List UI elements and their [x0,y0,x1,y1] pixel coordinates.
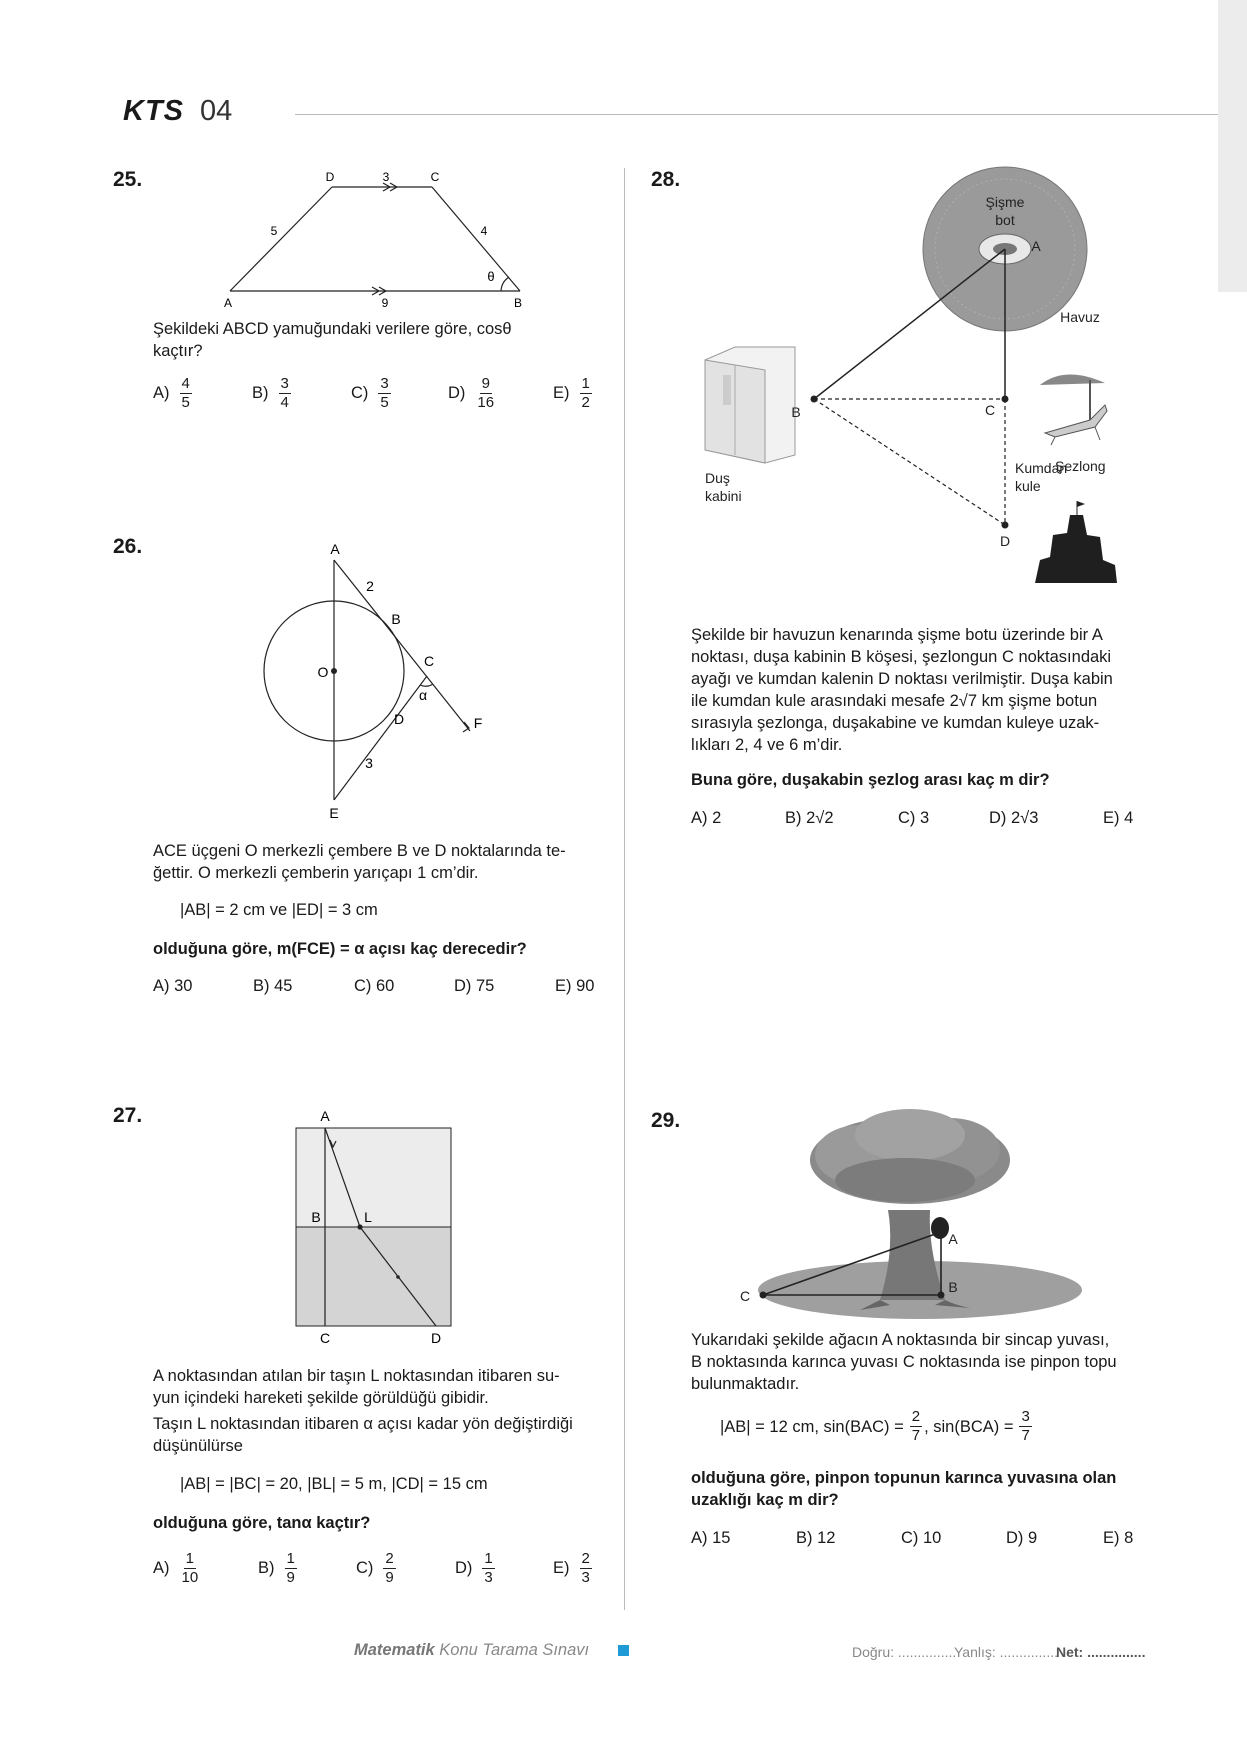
q27-text: A noktasından atılan bir taşın L noktasından itibaren su- yun içindeki hareketi şekilde görüldüğü gibidir. [153,1367,560,1407]
option-c[interactable]: C) $\frac{2}{9}$ [356,1550,394,1586]
q28-text: Şekilde bir havuzun kenarında şişme botu üzerinde bir A noktası, duşa kabinin B köşesi, şezlongun C noktasındaki ayağı ve kumdan kalenin D noktası verilmiştir. Duşa kabin ile kumdan kule arasındaki mesafe 2√7 km şişme botun sırasıyla şezlonga, duşakabine ve kumdan kuleye uzak- lıkları 2, 4 ve 6 m’dir. [691,626,1113,754]
q29-text: Yukarıdaki şekilde ağacın A noktasında bir sincap yuvası, B noktasında karınca yuvası C noktasında ise pinpon topu bulunmaktadır. [691,1331,1117,1393]
option-b[interactable]: B) $\frac{3}{4}$ [252,375,289,411]
option-a[interactable]: A) 15 [691,1529,731,1547]
point-a: A [1031,238,1041,254]
vertex-e: E [329,805,339,821]
option-e[interactable]: E) 4 [1103,809,1134,827]
footer-accent-square [618,1645,629,1656]
option-b[interactable]: B) 2√2 [785,809,834,827]
footer-yanlis: Yanlış: ............... [954,1644,1058,1660]
center-o: O [317,664,329,680]
footer-dogru: Doğru: ............... [852,1644,957,1660]
sand-castle-icon [1035,501,1117,583]
q28-question: Buna göre, duşakabin şezlog arası kaç m dir? [691,771,1050,789]
label-sezlong: Şezlong [1055,458,1106,474]
q27-given: |AB| = |BC| = 20, |BL| = 5 m, |CD| = 15 cm [180,1475,488,1493]
point-b: B [948,1279,958,1295]
option-a[interactable]: A) 30 [153,977,193,995]
tangent-b: B [391,611,401,627]
column-divider [624,168,625,1610]
label-kule-2: kule [1015,478,1041,494]
q29-given: |AB| = 12 cm, sin(BAC) = $\frac{2}{7}$ , sin(BCA) = $\frac{3}{7}$ [720,1408,1030,1444]
footer-title: Matematik Konu Tarama Sınavı [354,1641,590,1659]
option-a[interactable]: A) $\frac{4}{5}$ [153,375,190,411]
question-number-27: 27. [113,1104,143,1127]
option-d[interactable]: D) 2√3 [989,809,1039,827]
point-f: F [473,715,483,731]
option-b[interactable]: B) 45 [253,977,293,995]
q25-text: Şekildeki ABCD yamuğundaki verilere göre, cosθ kaçtır? [153,320,512,360]
point-c: C [739,1288,751,1304]
option-c[interactable]: C) 60 [354,977,395,995]
label-havuz: Havuz [1060,309,1100,325]
angle-alpha: α [418,687,428,703]
label-ab: 9 [381,296,389,310]
label-ad: 5 [270,224,278,238]
option-e[interactable]: E) 8 [1103,1529,1134,1547]
angle-theta: θ [487,269,495,284]
point-c: C [984,402,996,418]
footer-net: Net: ............... [1056,1644,1146,1660]
option-c[interactable]: C) 10 [901,1529,942,1547]
label-kule-1b: Kumdan [1015,460,1068,476]
option-b[interactable]: B) $\frac{1}{9}$ [258,1550,295,1586]
sunbed-icon [1040,374,1107,445]
q26-text: ACE üçgeni O merkezli çembere B ve D noktalarında te- ğettir. O merkezli çemberin yarıçapı 1 cm’dir. [153,842,566,882]
point-a: A [948,1231,958,1247]
question-number-28: 28. [651,168,681,191]
q27-options [153,1550,593,1594]
point-l: L [364,1209,372,1225]
option-a[interactable]: A) $\frac{1}{10}$ [153,1550,199,1586]
refraction-figure [290,1108,460,1353]
option-a[interactable]: A) 2 [691,809,722,827]
option-b[interactable]: B) 12 [796,1529,836,1547]
trapezoid-figure [200,165,540,315]
label-dc: 3 [382,170,390,184]
q26-question: olduğuna göre, m(FCE) = α açısı kaç derecedir? [153,940,527,958]
vertex-b: B [513,296,523,310]
test-number: 04 [200,95,233,127]
option-e[interactable]: E) $\frac{1}{2}$ [553,375,590,411]
question-number-26: 26. [113,535,143,558]
circle-tangent-figure [255,538,505,823]
label-ab: 2 [366,578,374,594]
point-b: B [791,404,801,420]
tangent-d: D [393,711,405,727]
option-e[interactable]: E) 90 [555,977,595,995]
label-bot-1: Şişme [985,194,1025,210]
brand-logo: KTS [123,95,184,127]
option-d[interactable]: D) 9 [1006,1529,1038,1547]
option-d[interactable]: D) 75 [454,977,495,995]
q27-question: olduğuna göre, tanα kaçtır? [153,1514,371,1532]
q27-text2: Taşın L noktasından itibaren α açısı kadar yön değiştirdiği düşünülürse [153,1415,573,1455]
vertex-d: D [325,170,335,184]
vertex-a: A [330,541,340,557]
tree-figure [730,1100,1100,1325]
point-d: D [999,533,1011,549]
vertex-c: C [423,653,435,669]
option-d[interactable]: D) $\frac{9}{16}$ [448,375,495,411]
side-tab [1218,0,1247,292]
label-bot-2: bot [995,212,1015,228]
label-dus-2: kabini [705,488,742,504]
option-c[interactable]: C) 3 [898,809,930,827]
vertex-c: C [430,170,440,184]
q26-given: |AB| = 2 cm ve |ED| = 3 cm [180,901,378,919]
option-e[interactable]: E) $\frac{2}{3}$ [553,1550,590,1586]
point-a: A [320,1108,330,1124]
point-d: D [430,1330,442,1346]
point-b: B [311,1209,321,1225]
label-bc: 4 [480,224,488,238]
header-divider [295,114,1218,115]
question-number-25: 25. [113,168,143,191]
pool-figure [695,165,1145,615]
q25-options [153,375,593,419]
q29-question: olduğuna göre, pinpon topunun karınca yuvasına olan uzaklığı kaç m dir? [691,1469,1117,1509]
point-c: C [319,1330,331,1346]
option-d[interactable]: D) $\frac{1}{3}$ [455,1550,493,1586]
vertex-a: A [223,296,233,310]
label-ed: 3 [365,755,373,771]
label-dus-1: Duş [705,470,730,486]
option-c[interactable]: C) $\frac{3}{5}$ [351,375,389,411]
question-number-29: 29. [651,1109,681,1132]
shower-cabin-icon [705,347,795,463]
